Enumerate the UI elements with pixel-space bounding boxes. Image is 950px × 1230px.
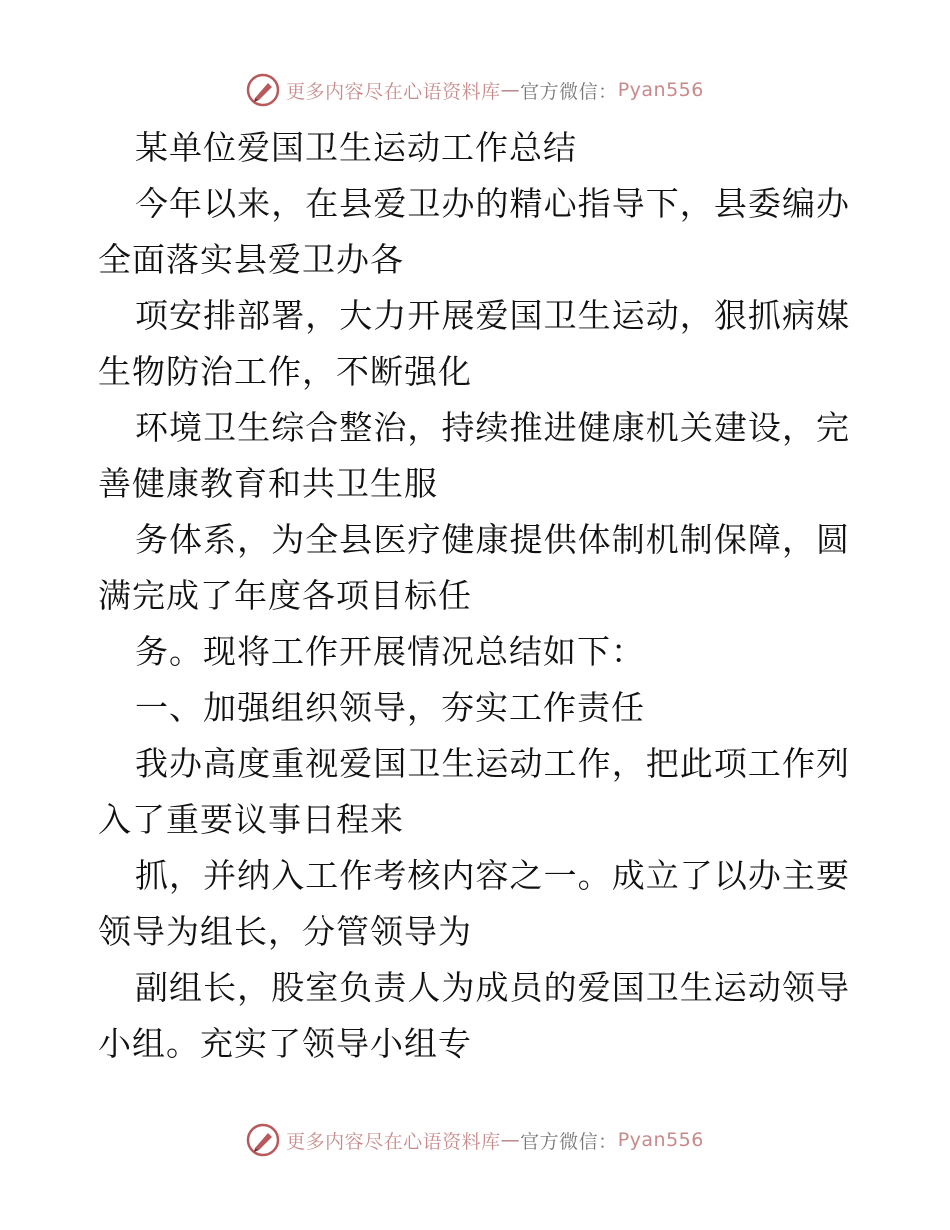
document-body — [98, 120, 850, 1072]
banner-wechat-id: Pyan556 — [617, 79, 704, 101]
paragraph-line: 项安排部署，大力开展爱国卫生运动，狠抓病媒 — [135, 296, 850, 335]
paragraph-line: 务体系，为全县医疗健康提供体制机制保障，圆 — [135, 520, 850, 559]
paragraph-line: 满完成了年度各项目标任 — [98, 576, 472, 615]
paragraph-line: 善健康教育和共卫生服 — [98, 464, 438, 503]
pen-logo-icon — [246, 73, 280, 107]
paragraph-line: 今年以来，在县爱卫办的精心指导下，县委编办 — [135, 184, 850, 223]
paragraph-line: 领导为组长，分管领导为 — [98, 912, 472, 951]
banner-text: 更多内容尽在心语资料库 — [286, 1130, 501, 1153]
paragraph-line: 生物防治工作，不断强化 — [98, 352, 472, 391]
paragraph-line: 我办高度重视爱国卫生运动工作，把此项工作列 — [135, 744, 850, 783]
paragraph-line: 副组长，股室负责人为成员的爱国卫生运动领导 — [135, 968, 850, 1007]
paragraph-line: 全面落实县爱卫办各 — [98, 240, 404, 279]
footer-banner — [0, 1122, 950, 1158]
banner-wechat-id: Pyan556 — [617, 1129, 704, 1151]
pen-logo-icon — [246, 1123, 280, 1157]
banner-separator: — — [500, 79, 521, 101]
paragraph-line: 环境卫生综合整治，持续推进健康机关建设，完 — [135, 408, 850, 447]
header-banner — [0, 72, 950, 108]
document-title: 某单位爱国卫生运动工作总结 — [135, 128, 577, 167]
paragraph-line: 小组。充实了领导小组专 — [98, 1024, 472, 1063]
paragraph-line: 抓，并纳入工作考核内容之一。成立了以办主要 — [135, 856, 850, 895]
banner-wechat-label: 官方微信： — [520, 80, 618, 103]
paragraph-line: 入了重要议事日程来 — [98, 800, 404, 839]
banner-wechat-label: 官方微信： — [520, 1130, 618, 1153]
paragraph-line: 务。现将工作开展情况总结如下： — [135, 632, 645, 671]
section-heading: 一、加强组织领导，夯实工作责任 — [135, 688, 645, 727]
banner-separator: — — [500, 1129, 521, 1151]
banner-text: 更多内容尽在心语资料库 — [286, 80, 501, 103]
